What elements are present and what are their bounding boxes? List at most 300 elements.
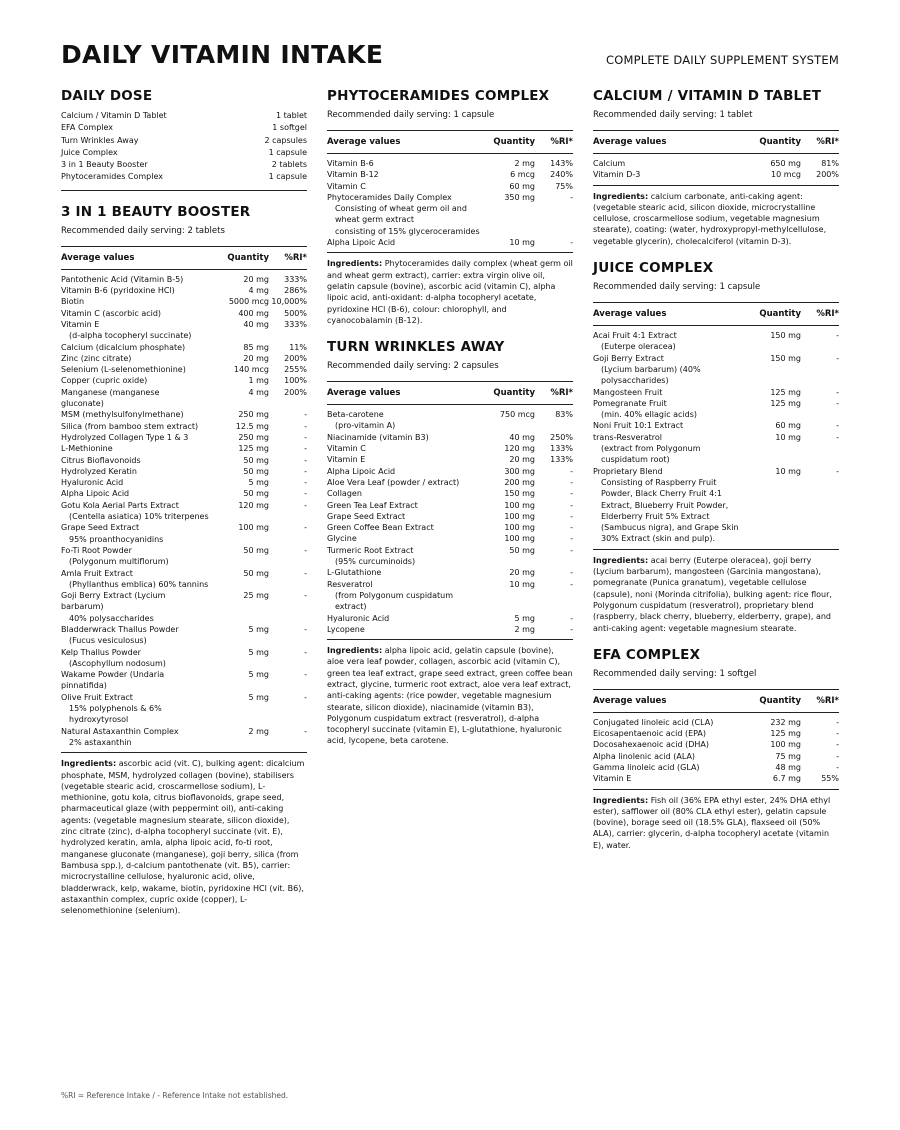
nutrient-quantity: 2 mg bbox=[514, 159, 535, 168]
nutrient-ri: - bbox=[304, 410, 307, 420]
table-row-detail bbox=[61, 330, 307, 341]
footnote: %RI = Reference Intake / - Reference Intake not established. bbox=[61, 1091, 289, 1100]
section-title: JUICE COMPLEX bbox=[593, 260, 714, 277]
table-row bbox=[593, 739, 839, 750]
nutrient-name: Manganese (manganese gluconate) bbox=[61, 387, 160, 409]
nutrient-name: Hydrolyzed Keratin bbox=[61, 466, 137, 476]
table-row bbox=[61, 353, 307, 364]
nutrient-detail: (Polygonum multiflorum) bbox=[69, 557, 169, 567]
nutrient-ri: 200% bbox=[816, 170, 839, 180]
nutrient-quantity: 5000 mcg bbox=[228, 297, 269, 307]
nutrient-ri: 11% bbox=[289, 342, 307, 352]
table-row bbox=[327, 567, 573, 578]
nutrient-quantity: 10 mg bbox=[775, 466, 801, 476]
nutrient-name: Calcium bbox=[593, 159, 626, 168]
ingredients-label: Ingredients: bbox=[61, 759, 117, 769]
serving-text: Recommended daily serving: 1 capsule bbox=[327, 110, 495, 120]
table-row bbox=[61, 624, 307, 635]
nutrient-quantity: 5 mg bbox=[248, 478, 269, 488]
nutrient-ri: 143% bbox=[550, 159, 573, 168]
nutrient-name: Green Tea Leaf Extract bbox=[327, 500, 418, 510]
daily-dose-list bbox=[61, 110, 307, 184]
nutrient-ri: - bbox=[304, 568, 307, 578]
nutrient-quantity: 120 mg bbox=[504, 444, 535, 454]
ingredients-list: alpha lipoic acid, gelatin capsule (bovine), aloe vera leaf powder, collagen, ascorbic acid (vitamin C), green tea leaf extract, grape seed extract, green coffee bean extract, glycine, turmeric root extract, aloe vera leaf extract, anti-caking agents: (rice powder, vegetable magnesium stearate, silicon dioxide), niacinamide (vitamin B3), Polygonum cuspidatum extract (resveratrol), d-alpha tocopheryl succinate (vitamin E), L-glutathione, hyaluronic acid, lycopene, beta carotene. bbox=[327, 646, 573, 746]
table-row bbox=[61, 500, 307, 511]
nutrient-name: Kelp Thallus Powder bbox=[61, 647, 141, 657]
juice-complex-section bbox=[593, 260, 839, 634]
nutrient-detail: (Ascophyllum nodosum) bbox=[69, 658, 166, 668]
table-row bbox=[593, 717, 839, 728]
nutrient-ri: 240% bbox=[550, 170, 573, 180]
table-row bbox=[593, 353, 839, 364]
nutrient-quantity: 48 mg bbox=[775, 762, 801, 772]
table-header bbox=[327, 130, 573, 154]
table-row bbox=[327, 579, 573, 590]
nutrient-ri: - bbox=[304, 591, 307, 601]
nutrient-quantity: 750 mcg bbox=[499, 410, 535, 420]
section-title: 3 IN 1 BEAUTY BOOSTER bbox=[61, 203, 251, 220]
efa-complex-section bbox=[593, 647, 839, 851]
dose-name: Turn Wrinkles Away bbox=[61, 135, 139, 145]
nutrient-quantity: 10 mg bbox=[509, 579, 535, 589]
ingredients-list: ascorbic acid (vit. C), bulking agent: dicalcium phosphate, MSM, hydrolyzed collagen (bovine), stabilisers (vegetable stearic acid, croscarmellose sodium), L-methionine, gotu kola, citrus bioflavonoids, grape seed, pharmaceutical glaze (with peppermint oil), anti-caking agents: (vegetable magnesium stearate, silicon dioxide), zinc citrate (zinc), d-alpha tocopheryl succinate (vit. E), hydrolyzed keratin, amla, alpha lipoic acid, fo-ti root, manganese gluconate (manganese), goji berry, silica (from Bambusa spp.), d-calcium pantothenate (vit. B5), carrier: microcrystalline cellulose, hyaluronic acid, olive, bladderwrack, kelp, wakame, biotin, pyridoxine HCl (vit. B6), astaxanthin complex, cupric oxide (copper), L-selenomethionine (selenium). bbox=[61, 759, 305, 916]
nutrient-ri: - bbox=[304, 421, 307, 431]
table-row bbox=[327, 466, 573, 477]
nutrient-name: Vitamin C bbox=[327, 181, 366, 191]
nutrient-name: Mangosteen Fruit bbox=[593, 387, 663, 397]
daily-dose-section bbox=[61, 88, 307, 191]
nutrient-name: Vitamin B-6 (pyridoxine HCl) bbox=[61, 286, 175, 296]
nutrient-quantity: 20 mg bbox=[509, 455, 535, 465]
table-row-detail bbox=[61, 737, 307, 748]
nutrient-ri: - bbox=[570, 192, 573, 202]
nutrient-name: Natural Astaxanthin Complex bbox=[61, 726, 179, 736]
nutrient-ri: 55% bbox=[821, 774, 839, 784]
nutrient-detail: 15% polyphenols & 6% hydroxytyrosol bbox=[69, 704, 162, 725]
page-title: DAILY VITAMIN INTAKE bbox=[61, 40, 384, 69]
nutrient-ri: 286% bbox=[284, 286, 307, 296]
nutrient-name: Pantothenic Acid (Vitamin B-5) bbox=[61, 274, 184, 284]
nutrient-ri: - bbox=[836, 729, 839, 739]
nutrient-detail: (min. 40% ellagic acids) bbox=[601, 410, 698, 420]
nutrient-ri: - bbox=[570, 568, 573, 578]
nutrient-quantity: 5 mg bbox=[248, 624, 269, 634]
nutrient-name: Fo-Ti Root Powder bbox=[61, 545, 132, 555]
dose-name: Phytoceramides Complex bbox=[61, 172, 163, 182]
nutrient-name: trans-Resveratrol bbox=[593, 432, 662, 442]
nutrient-quantity: 120 mg bbox=[238, 500, 269, 510]
nutrient-name: Niacinamide (vitamin B3) bbox=[327, 432, 429, 442]
nutrient-name: Goji Berry Extract (Lycium barbarum) bbox=[61, 591, 166, 612]
table-row bbox=[61, 308, 307, 319]
header-values: Average values bbox=[327, 137, 401, 147]
nutrient-detail: (pro-vitamin A) bbox=[335, 421, 396, 431]
table-row-detail bbox=[327, 556, 573, 567]
nutrient-quantity: 650 mg bbox=[770, 159, 801, 168]
nutrient-ri: - bbox=[304, 478, 307, 488]
nutrient-ri: - bbox=[836, 466, 839, 476]
dose-row bbox=[61, 110, 307, 122]
ingredients-text bbox=[593, 790, 839, 851]
table-row bbox=[61, 647, 307, 658]
nutrient-name: Hyaluronic Acid bbox=[61, 478, 124, 488]
nutrient-quantity: 100 mg bbox=[504, 534, 535, 544]
dose-row bbox=[61, 159, 307, 171]
table-row bbox=[61, 568, 307, 579]
table-row bbox=[593, 420, 839, 431]
nutrient-name: Zinc (zinc citrate) bbox=[61, 353, 132, 363]
header-quantity: Quantity bbox=[227, 252, 269, 263]
nutrient-quantity: 125 mg bbox=[770, 729, 801, 739]
table-row-detail bbox=[61, 556, 307, 567]
table-header bbox=[593, 689, 839, 713]
nutrient-name: Vitamin C (ascorbic acid) bbox=[61, 308, 162, 318]
table-row bbox=[61, 443, 307, 454]
daily-dose-title: DAILY DOSE bbox=[61, 88, 153, 104]
dose-amount: 2 tablets bbox=[271, 160, 307, 170]
header-ri: %RI* bbox=[816, 309, 839, 320]
nutrient-ri: - bbox=[570, 477, 573, 487]
nutrient-ri: - bbox=[570, 545, 573, 555]
ingredients-label: Ingredients: bbox=[593, 555, 649, 565]
nutrient-quantity: 1 mg bbox=[248, 376, 269, 386]
nutrient-quantity: 10 mg bbox=[509, 238, 535, 248]
nutrient-quantity: 5 mg bbox=[514, 613, 535, 623]
nutrient-quantity: 40 mg bbox=[509, 432, 535, 442]
turn-wrinkles-away-section bbox=[327, 339, 573, 747]
table-row-detail bbox=[327, 420, 573, 431]
nutrient-quantity: 6 mcg bbox=[510, 170, 535, 180]
table-row-detail bbox=[327, 590, 573, 613]
nutrient-quantity: 350 mg bbox=[504, 192, 535, 202]
table-row bbox=[593, 751, 839, 762]
ingredients-list: Fish oil (36% EPA ethyl ester, 24% DHA ethyl ester), safflower oil (80% CLA ethyl ester), gelatin capsule (bovine), borage seed oil (18.5% GLA), flaxseed oil (50% ALA), carrier: glycerin, d-alpha tocopheryl acetate (vitamin E), water. bbox=[593, 795, 831, 850]
nutrient-name: Alpha linolenic acid (ALA) bbox=[593, 751, 696, 761]
nutrient-detail: (Phyllanthus emblica) 60% tannins bbox=[69, 579, 209, 589]
nutrient-quantity: 6.7 mg bbox=[772, 774, 801, 784]
nutrient-ri: - bbox=[304, 489, 307, 499]
nutrient-ri: 75% bbox=[555, 181, 573, 191]
nutrient-name: Collagen bbox=[327, 489, 362, 499]
table-row bbox=[61, 692, 307, 703]
nutrient-detail: Consisting of Raspberry Fruit Powder, Black Cherry Fruit 4:1 Extract, Blueberry Fruit Powder, Elderberry Fruit 5% Extract (Sambucus nigra), and Grape Skin 30% Extract (skin and pulp). bbox=[601, 477, 739, 544]
table-row bbox=[61, 387, 307, 410]
nutrient-ri: 133% bbox=[550, 444, 573, 454]
nutrient-ri: - bbox=[304, 726, 307, 736]
table-header bbox=[593, 302, 839, 326]
ingredients-text bbox=[327, 253, 573, 326]
table-header bbox=[327, 381, 573, 405]
table-row bbox=[327, 522, 573, 533]
table-row bbox=[593, 762, 839, 773]
table-row-detail bbox=[593, 341, 839, 352]
nutrient-name: Selenium (L-selenomethionine) bbox=[61, 365, 186, 375]
nutrient-name: Vitamin D-3 bbox=[593, 170, 641, 180]
nutrient-ri: - bbox=[304, 523, 307, 533]
table-row bbox=[61, 522, 307, 533]
nutrient-quantity: 4 mg bbox=[248, 387, 269, 397]
nutrient-name: L-Methionine bbox=[61, 444, 113, 454]
nutrient-quantity: 20 mg bbox=[243, 274, 269, 284]
table-row-detail bbox=[327, 203, 573, 237]
header-ri: %RI* bbox=[284, 252, 307, 263]
table-row bbox=[61, 342, 307, 353]
ingredients-label: Ingredients: bbox=[327, 259, 383, 269]
nutrient-quantity: 40 mg bbox=[243, 319, 269, 329]
nutrient-detail: (extract from Polygonum cuspidatum root) bbox=[601, 444, 701, 465]
nutrient-ri: - bbox=[836, 717, 839, 727]
nutrient-detail: (95% curcuminoids) bbox=[335, 557, 416, 567]
header-values: Average values bbox=[61, 252, 135, 263]
nutrient-detail: (d-alpha tocopheryl succinate) bbox=[69, 331, 192, 341]
nutrient-ri: - bbox=[570, 523, 573, 533]
nutrient-quantity: 4 mg bbox=[248, 286, 269, 296]
nutrient-ri: - bbox=[836, 740, 839, 750]
header-quantity: Quantity bbox=[493, 137, 535, 147]
table-row-detail bbox=[61, 613, 307, 624]
header-values: Average values bbox=[593, 695, 667, 706]
dose-row bbox=[61, 147, 307, 159]
table-row-detail bbox=[593, 443, 839, 466]
dose-amount: 1 tablet bbox=[275, 111, 307, 120]
nutrient-quantity: 75 mg bbox=[775, 751, 801, 761]
table-row bbox=[61, 274, 307, 285]
header-quantity: Quantity bbox=[759, 137, 801, 147]
table-row bbox=[327, 624, 573, 635]
nutrient-detail: 95% proanthocyanidins bbox=[69, 534, 164, 544]
table-row bbox=[61, 590, 307, 613]
nutrient-ri: 133% bbox=[550, 455, 573, 465]
table-row bbox=[327, 488, 573, 499]
nutrient-ri: 10,000% bbox=[271, 297, 307, 307]
section-title: PHYTOCERAMIDES COMPLEX bbox=[327, 88, 550, 104]
nutrient-quantity: 2 mg bbox=[248, 726, 269, 736]
table-row bbox=[327, 477, 573, 488]
nutrient-name: Proprietary Blend bbox=[593, 466, 663, 476]
header-values: Average values bbox=[593, 137, 667, 147]
dose-name: Calcium / Vitamin D Tablet bbox=[61, 111, 167, 120]
nutrient-quantity: 100 mg bbox=[504, 511, 535, 521]
nutrient-quantity: 140 mcg bbox=[233, 365, 269, 375]
table-row bbox=[61, 432, 307, 443]
table-row bbox=[327, 192, 573, 203]
nutrient-quantity: 25 mg bbox=[243, 591, 269, 601]
header-ri: %RI* bbox=[550, 137, 573, 147]
nutrient-ri: - bbox=[304, 432, 307, 442]
dose-name: EFA Complex bbox=[61, 123, 114, 133]
nutrient-name: Conjugated linoleic acid (CLA) bbox=[593, 717, 714, 727]
nutrient-quantity: 12.5 mg bbox=[235, 421, 269, 431]
table-row-detail bbox=[61, 579, 307, 590]
nutrient-ri: - bbox=[304, 647, 307, 657]
nutrient-ri: - bbox=[570, 511, 573, 521]
table-row bbox=[327, 158, 573, 169]
nutrient-ri: - bbox=[304, 500, 307, 510]
nutrient-ri: - bbox=[836, 762, 839, 772]
table-row bbox=[61, 364, 307, 375]
nutrient-name: Goji Berry Extract bbox=[593, 353, 664, 363]
header-quantity: Quantity bbox=[759, 695, 801, 706]
nutrient-ri: - bbox=[836, 387, 839, 397]
dose-name: 3 in 1 Beauty Booster bbox=[61, 160, 148, 170]
nutrient-name: Green Coffee Bean Extract bbox=[327, 523, 434, 533]
nutrient-quantity: 2 mg bbox=[514, 624, 535, 634]
header-ri: %RI* bbox=[550, 388, 573, 399]
nutrient-quantity: 60 mg bbox=[509, 181, 535, 191]
table-row-detail bbox=[61, 658, 307, 669]
nutrient-ri: - bbox=[570, 466, 573, 476]
nutrient-quantity: 125 mg bbox=[770, 398, 801, 408]
table-row bbox=[593, 169, 839, 180]
nutrient-name: Calcium (dicalcium phosphate) bbox=[61, 342, 186, 352]
nutrient-quantity: 125 mg bbox=[770, 387, 801, 397]
nutrient-name: Eicosapentaenoic acid (EPA) bbox=[593, 729, 707, 739]
table-row-detail bbox=[61, 511, 307, 522]
nutrient-name: Silica (from bamboo stem extract) bbox=[61, 421, 199, 431]
nutrient-ri: 333% bbox=[284, 274, 307, 284]
table-row bbox=[61, 421, 307, 432]
nutrient-ri: 83% bbox=[555, 410, 573, 420]
nutrient-quantity: 20 mg bbox=[243, 353, 269, 363]
nutrient-name: Vitamin E bbox=[61, 319, 100, 329]
table-row bbox=[327, 432, 573, 443]
table-row bbox=[61, 545, 307, 556]
nutrient-name: Lycopene bbox=[327, 624, 365, 634]
nutrient-quantity: 50 mg bbox=[243, 489, 269, 499]
nutrient-name: Vitamin C bbox=[327, 444, 366, 454]
nutrient-quantity: 50 mg bbox=[509, 545, 535, 555]
nutrient-ri: - bbox=[570, 613, 573, 623]
table-row bbox=[61, 455, 307, 466]
table-row bbox=[327, 454, 573, 465]
serving-text: Recommended daily serving: 2 tablets bbox=[61, 225, 225, 236]
table-row bbox=[61, 296, 307, 307]
page-tagline: COMPLETE DAILY SUPPLEMENT SYSTEM bbox=[606, 53, 839, 67]
table-row bbox=[327, 500, 573, 511]
table-row bbox=[327, 533, 573, 544]
nutrient-quantity: 250 mg bbox=[238, 432, 269, 442]
column-3 bbox=[593, 88, 839, 864]
nutrient-name: Copper (cupric oxide) bbox=[61, 376, 148, 386]
nutrient-quantity: 5 mg bbox=[248, 647, 269, 657]
table-row bbox=[61, 466, 307, 477]
nutrient-ri: 200% bbox=[284, 387, 307, 397]
nutrient-ri: - bbox=[304, 545, 307, 555]
nutrient-quantity: 60 mg bbox=[775, 421, 801, 431]
section-title: EFA COMPLEX bbox=[593, 646, 701, 663]
nutrient-ri: 500% bbox=[284, 308, 307, 318]
nutrient-ri: 100% bbox=[284, 376, 307, 386]
nutrient-name: Glycine bbox=[327, 534, 357, 544]
nutrient-ri: 250% bbox=[550, 432, 573, 442]
nutrient-quantity: 5 mg bbox=[248, 692, 269, 702]
ingredients-text bbox=[61, 753, 307, 916]
table-row bbox=[327, 443, 573, 454]
nutrient-name: Alpha Lipoic Acid bbox=[327, 466, 396, 476]
nutrient-quantity: 232 mg bbox=[770, 717, 801, 727]
table-row bbox=[61, 669, 307, 692]
nutrient-ri: - bbox=[836, 432, 839, 442]
ingredients-text bbox=[327, 640, 573, 747]
nutrient-name: Wakame Powder (Undaria pinnatifida) bbox=[61, 670, 165, 691]
nutrient-name: Olive Fruit Extract bbox=[61, 692, 133, 702]
table-row-detail bbox=[593, 477, 839, 545]
nutrient-ri: - bbox=[836, 331, 839, 341]
nutrient-quantity: 50 mg bbox=[243, 545, 269, 555]
nutrient-ri: - bbox=[836, 398, 839, 408]
ingredients-label: Ingredients: bbox=[327, 646, 383, 656]
nutrient-name: L-Glutathione bbox=[327, 568, 382, 578]
nutrient-name: Hydrolyzed Collagen Type 1 & 3 bbox=[61, 432, 189, 442]
table-row bbox=[327, 181, 573, 192]
nutrient-quantity: 200 mg bbox=[504, 477, 535, 487]
calcium-vitamin-d-section bbox=[593, 88, 839, 247]
nutrient-ri: - bbox=[304, 670, 307, 680]
serving-text: Recommended daily serving: 1 tablet bbox=[593, 110, 753, 120]
nutrient-quantity: 100 mg bbox=[504, 523, 535, 533]
nutrient-name: Grape Seed Extract bbox=[61, 523, 140, 533]
nutrient-ri: - bbox=[304, 692, 307, 702]
nutrient-ri: - bbox=[570, 238, 573, 248]
nutrient-ri: - bbox=[570, 624, 573, 634]
nutrient-ri: 200% bbox=[284, 353, 307, 363]
serving-text: Recommended daily serving: 2 capsules bbox=[327, 361, 499, 372]
nutrient-detail: (Fucus vesiculosus) bbox=[69, 636, 147, 646]
table-row-detail bbox=[593, 409, 839, 420]
dose-name: Juice Complex bbox=[61, 147, 118, 157]
nutrient-quantity: 100 mg bbox=[504, 500, 535, 510]
table-row bbox=[327, 613, 573, 624]
ingredients-text bbox=[593, 550, 839, 634]
nutrient-ri: - bbox=[570, 534, 573, 544]
nutrient-quantity: 10 mg bbox=[775, 432, 801, 442]
header-values: Average values bbox=[327, 388, 401, 399]
nutrient-ri: 81% bbox=[821, 159, 839, 168]
dose-amount: 1 capsule bbox=[268, 172, 307, 182]
nutrient-ri: - bbox=[304, 455, 307, 465]
table-row-detail bbox=[593, 364, 839, 387]
nutrient-quantity: 10 mcg bbox=[771, 170, 801, 180]
table-row bbox=[593, 773, 839, 784]
table-row bbox=[593, 387, 839, 398]
table-row-detail bbox=[61, 534, 307, 545]
table-row bbox=[61, 726, 307, 737]
table-header bbox=[593, 130, 839, 154]
nutrient-quantity: 400 mg bbox=[238, 308, 269, 318]
serving-text: Recommended daily serving: 1 capsule bbox=[593, 282, 761, 293]
phytoceramides-section bbox=[327, 88, 573, 326]
nutrient-quantity: 300 mg bbox=[504, 466, 535, 476]
nutrient-ri: 255% bbox=[284, 365, 307, 375]
nutrient-name: Resveratrol bbox=[327, 579, 373, 589]
nutrient-name: Bladderwrack Thallus Powder bbox=[61, 624, 179, 634]
nutrient-quantity: 125 mg bbox=[238, 444, 269, 454]
table-row bbox=[61, 375, 307, 386]
header-quantity: Quantity bbox=[759, 309, 801, 320]
dose-amount: 1 capsule bbox=[268, 147, 307, 157]
nutrient-name: Phytoceramides Daily Complex bbox=[327, 192, 452, 202]
table-row-detail bbox=[61, 635, 307, 646]
ingredients-label: Ingredients: bbox=[593, 795, 649, 805]
serving-text: Recommended daily serving: 1 softgel bbox=[593, 668, 757, 679]
nutrient-name: Gotu Kola Aerial Parts Extract bbox=[61, 500, 179, 510]
nutrient-ri: - bbox=[836, 421, 839, 431]
nutrient-detail: (Euterpe oleracea) bbox=[601, 342, 676, 352]
nutrient-ri: - bbox=[570, 579, 573, 589]
table-row bbox=[327, 169, 573, 180]
dose-amount: 2 capsules bbox=[264, 135, 307, 145]
